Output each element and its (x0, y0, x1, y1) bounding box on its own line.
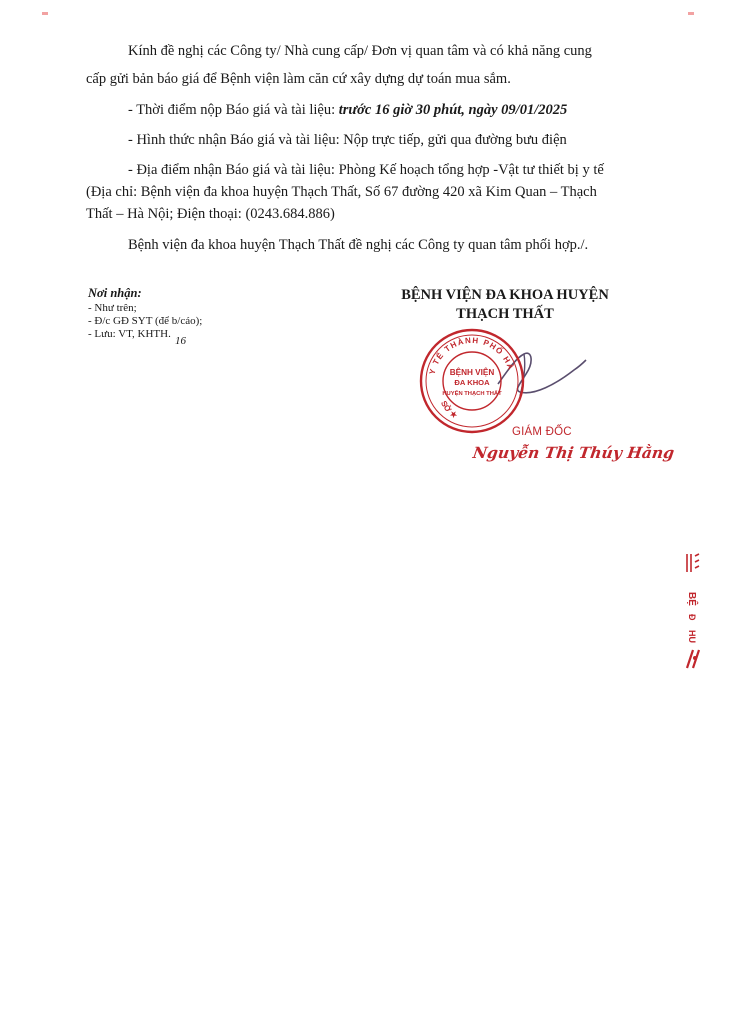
top-mark-left (42, 12, 48, 15)
recipient-item: - Như trên; (88, 302, 137, 314)
stamp-top-text: Y TẾ THÀNH PHỐ HÀ (427, 335, 516, 376)
svg-text:Đ: Đ (687, 614, 697, 621)
deadline-value: trước 16 giờ 30 phút, ngày 09/01/2025 (338, 102, 568, 118)
stamp-line-2: ĐA KHOA (454, 378, 490, 387)
top-mark-right (688, 12, 694, 15)
method-line: - Hình thức nhận Báo giá và tài liệu: Nộp trực tiếp, gửi qua đường bưu điện (128, 132, 567, 148)
stamp-bottom-text: SỞ ★ (438, 399, 460, 421)
recipients-title: Nơi nhận: (88, 286, 142, 300)
svg-text:SỞ ★ (439, 399, 460, 420)
intro-line-2: cấp gửi bản báo giá để Bệnh viện làm căn cứ xây dựng dự toán mua sắm. (86, 71, 511, 87)
issuing-organization (380, 286, 630, 324)
stamp-line-1: BỆNH VIỆN (449, 368, 495, 377)
page-seal-fragment (683, 550, 703, 680)
deadline-label: - Thời điểm nộp Báo giá và tài liệu: (128, 102, 339, 118)
svg-text:BỆ: BỆ (686, 592, 697, 606)
org-name-line-1: BỆNH VIỆN ĐA KHOA HUYỆN (401, 287, 609, 303)
deadline-line (128, 101, 567, 119)
location-line-2: (Địa chỉ: Bệnh viện đa khoa huyện Thạch Thất, Số 67 đường 420 xã Kim Quan – Thạch (86, 184, 597, 200)
location-line-1: - Địa điểm nhận Báo giá và tài liệu: Phòng Kế hoạch tổng hợp -Vật tư thiết bị y tế (128, 162, 604, 178)
recipients-block (88, 286, 203, 347)
stamp-line-3: HUYỆN THẠCH THẤT (442, 391, 502, 397)
official-stamp (418, 327, 526, 435)
intro-line-1: Kính đề nghị các Công ty/ Nhà cung cấp/ Đơn vị quan tâm và có khả năng cung (128, 43, 592, 59)
handwritten-note: 16 (175, 335, 186, 347)
closing-line: Bệnh viện đa khoa huyện Thạch Thất đề nghị các Công ty quan tâm phối hợp./. (128, 237, 589, 253)
org-name-line-2: THẠCH THẤT (456, 306, 554, 322)
signer-title: GIÁM ĐỐC (512, 426, 572, 438)
location-line-3: Thất – Hà Nội; Điện thoại: (0243.684.886) (86, 206, 335, 222)
recipient-item: - Đ/c GĐ SYT (để b/cáo); (88, 315, 203, 327)
svg-text:HU: HU (687, 630, 697, 643)
recipient-item: - Lưu: VT, KHTH. (88, 328, 171, 340)
signer-name: Nguyễn Thị Thúy Hằng (471, 443, 676, 462)
